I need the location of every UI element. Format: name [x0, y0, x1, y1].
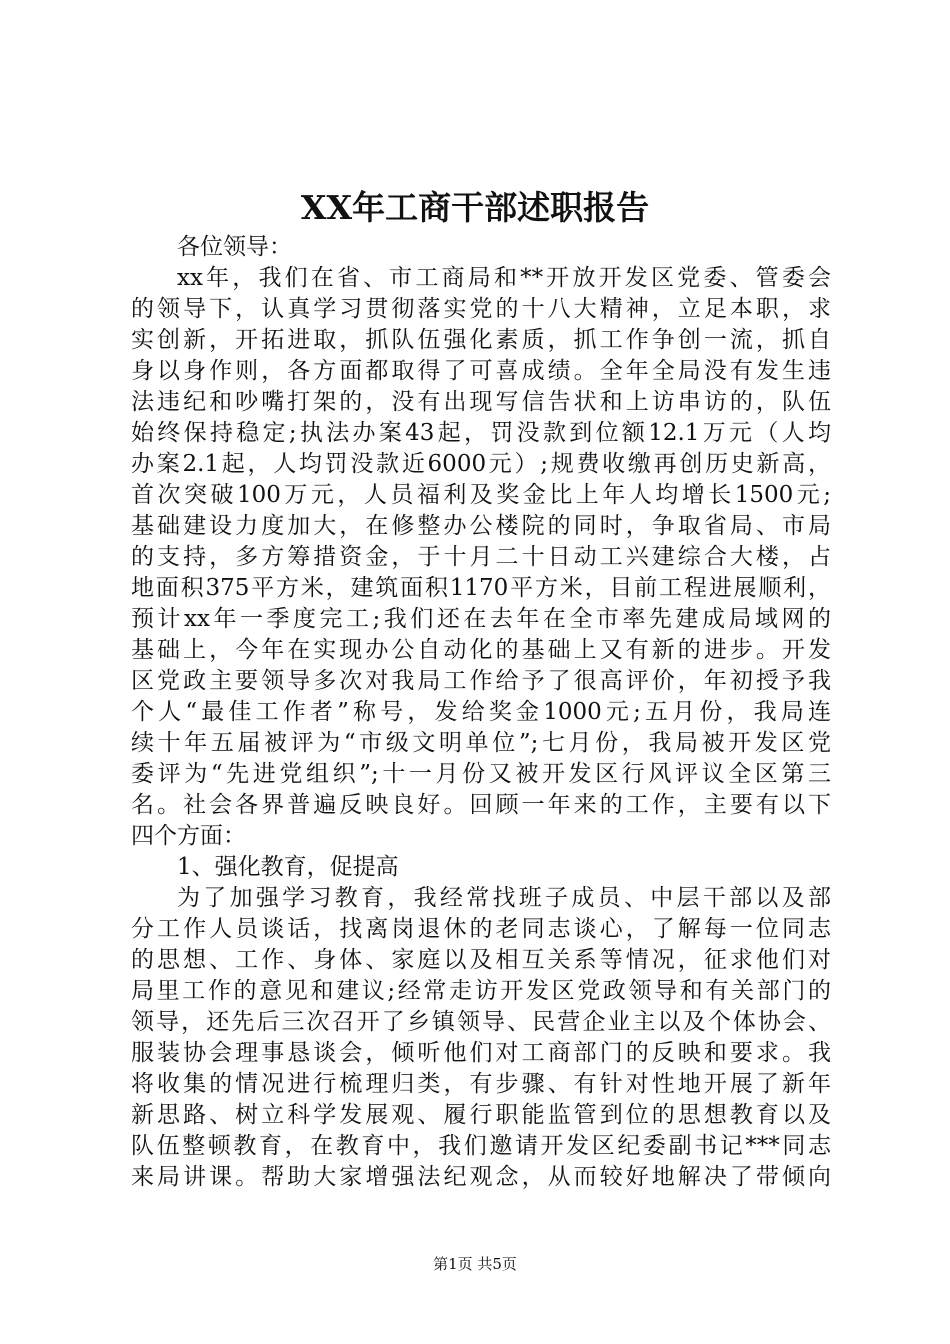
body-line: 服装协会理事恳谈会，倾听他们对工商部门的反映和要求。我: [131, 1040, 831, 1066]
body-line: 地面积375平方米，建筑面积1170平方米，目前工程进展顺利，: [131, 575, 831, 601]
body-line: 区党政主要领导多次对我局工作给予了很高评价，年初授予我: [131, 668, 831, 694]
document-title: XX年工商干部述职报告: [300, 188, 650, 227]
body-line: 队伍整顿教育，在教育中，我们邀请开发区纪委副书记***同志: [131, 1133, 831, 1159]
body-line: 基础建设力度加大，在修整办公楼院的同时，争取省局、市局: [131, 513, 831, 539]
body-line: 局里工作的意见和建议;经常走访开发区党政领导和有关部门的: [131, 978, 831, 1004]
body-line: 的思想、工作、身体、家庭以及相互关系等情况，征求他们对: [131, 947, 831, 973]
body-line: 实创新，开拓进取，抓队伍强化素质，抓工作争创一流，抓自: [131, 327, 831, 353]
body-line: 各位领导：: [177, 234, 292, 260]
body-line: 首次突破100万元，人员福利及奖金比上年人均增长1500元;: [131, 482, 831, 508]
body-line: 基础上，今年在实现办公自动化的基础上又有新的进步。开发: [131, 637, 831, 663]
body-line: 分工作人员谈话，找离岗退休的老同志谈心，了解每一位同志: [131, 916, 831, 942]
document-body: [131, 232, 831, 1193]
body-line: 名。社会各界普遍反映良好。回顾一年来的工作，主要有以下: [131, 792, 831, 818]
body-line: 续十年五届被评为“市级文明单位”;七月份，我局被开发区党: [131, 730, 831, 756]
body-line: 来局讲课。帮助大家增强法纪观念，从而较好地解决了带倾向: [131, 1164, 831, 1190]
page-number-footer: 第1页 共5页: [433, 1255, 517, 1273]
body-line: 将收集的情况进行梳理归类，有步骤、有针对性地开展了新年: [131, 1071, 831, 1097]
body-line: 的支持，多方筹措资金，于十月二十日动工兴建综合大楼，占: [131, 544, 831, 570]
body-line: 办案2.1起，人均罚没款近6000元）;规费收缴再创历史新高，: [131, 451, 831, 477]
body-line: 委评为“先进党组织”;十一月份又被开发区行风评议全区第三: [131, 761, 831, 787]
body-line: 为了加强学习教育，我经常找班子成员、中层干部以及部: [177, 885, 831, 911]
body-line: 1、强化教育，促提高: [177, 854, 399, 880]
body-line: 始终保持稳定;执法办案43起，罚没款到位额12.1万元（人均: [131, 420, 831, 446]
body-line: 个人“最佳工作者”称号，发给奖金1000元;五月份，我局连: [131, 699, 831, 725]
body-line: 领导，还先后三次召开了乡镇领导、民营企业主以及个体协会、: [131, 1009, 831, 1035]
body-line: 预计xx年一季度完工;我们还在去年在全市率先建成局域网的: [131, 606, 831, 632]
body-line: xx年，我们在省、市工商局和**开放开发区党委、管委会: [177, 265, 831, 291]
body-line: 新思路、树立科学发展观、履行职能监管到位的思想教育以及: [131, 1102, 831, 1128]
body-line: 法违纪和吵嘴打架的，没有出现写信告状和上访串访的，队伍: [131, 389, 831, 415]
body-line: 的领导下，认真学习贯彻落实党的十八大精神，立足本职，求: [131, 296, 831, 322]
body-line: 四个方面：: [131, 823, 246, 849]
body-line: 身以身作则，各方面都取得了可喜成绩。全年全局没有发生违: [131, 358, 831, 384]
